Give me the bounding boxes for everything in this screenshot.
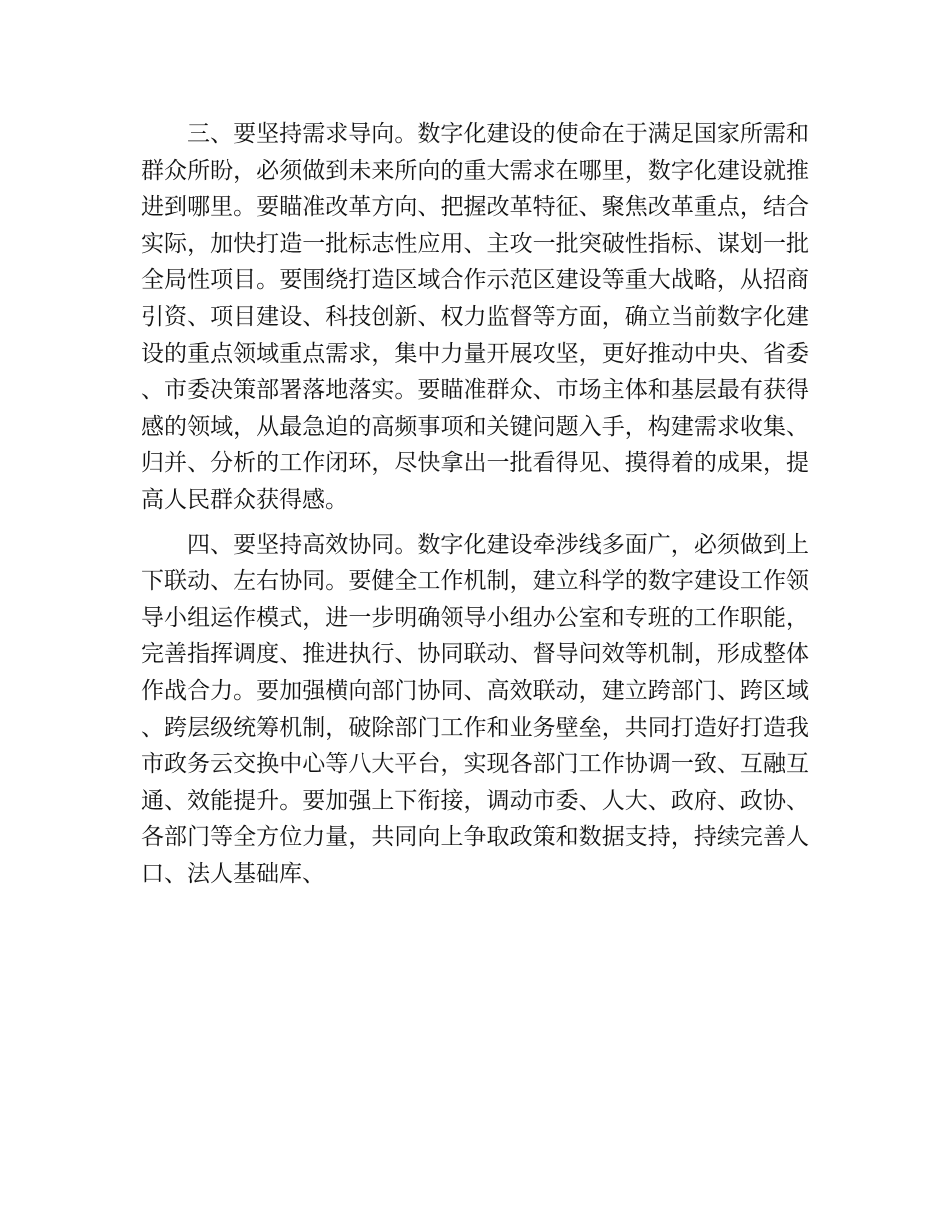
paragraph-efficient-collaboration: 四、要坚持高效协同。数字化建设牵涉线多面广，必须做到上下联动、左右协同。要健全工作机制，建立科学的数字建设工作领导小组运作模式，进一步明确领导小组办公室和专班的工作职能，完善指挥调度、推进执行、协同联动、督导问效等机制，形成整体作战合力。要加强横向部门协同、高效联动，建立跨部门、跨区域、跨层级统筹机制，破除部门工作和业务壁垒，共同打造好打造我市政务云交换中心等八大平台，实现各部门工作协调一致、互融互通、效能提升。要加强上下衔接，调动市委、人大、政府、政协、各部门等全方位力量，共同向上争取政策和数据支持，持续完善人口、法人基础库、 [141,531,809,887]
document-body [141,116,809,892]
paragraph-demand-oriented: 三、要坚持需求导向。数字化建设的使命在于满足国家所需和群众所盼，必须做到未来所向的重大需求在哪里，数字化建设就推进到哪里。要瞄准改革方向、把握改革特征、聚焦改革重点，结合实际，加快打造一批标志性应用、主攻一批突破性指标、谋划一批全局性项目。要围绕打造区域合作示范区建设等重大战略，从招商引资、项目建设、科技创新、权力监督等方面，确立当前数字化建设的重点领域重点需求，集中力量开展攻坚，更好推动中央、省委、市委决策部署落地落实。要瞄准群众、市场主体和基层最有获得感的领域，从最急迫的高频事项和关键问题入手，构建需求收集、归并、分析的工作闭环，尽快拿出一批看得见、摸得着的成果，提高人民群众获得感。 [141,121,809,513]
